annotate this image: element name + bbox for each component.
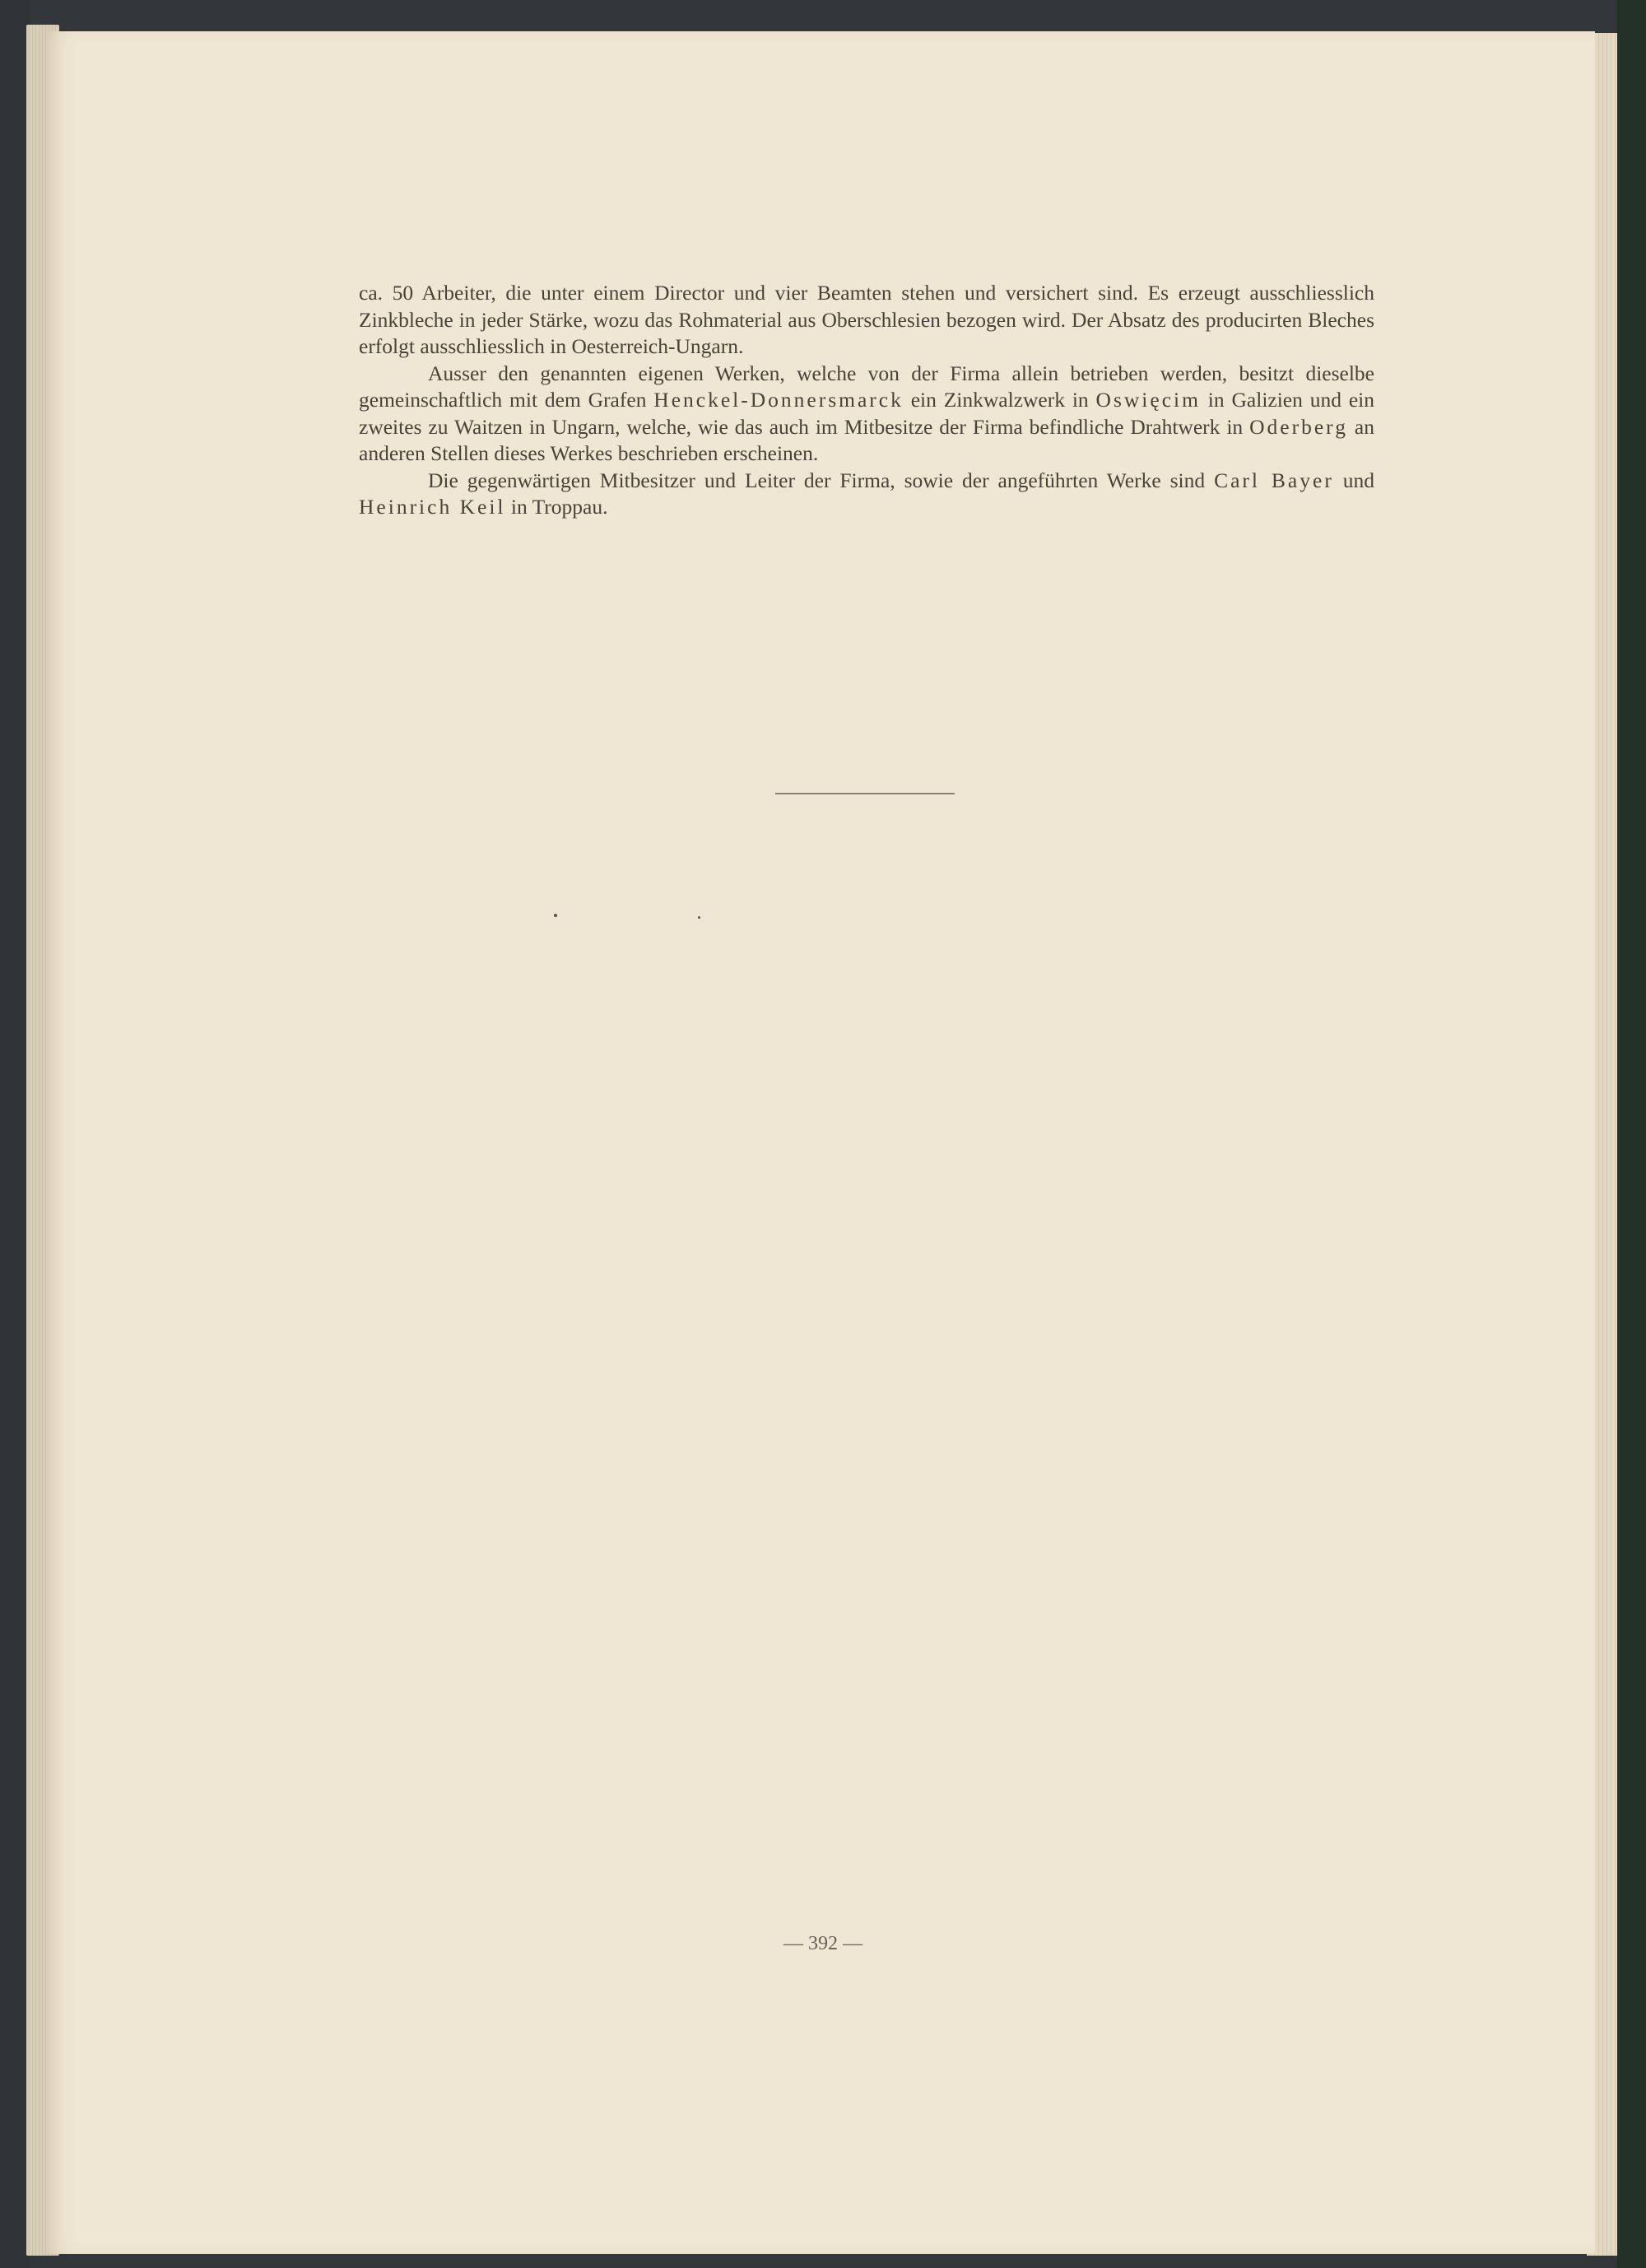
- paragraph-2: [359, 361, 1374, 468]
- place-oderberg: Oderberg: [1249, 414, 1348, 439]
- section-divider-rule: [775, 793, 955, 794]
- paragraph-2-text-g: an anderen Stellen dieses Werkes beschrieben erscheinen.: [359, 414, 1374, 465]
- name-carl-bayer: Carl Bayer: [1214, 468, 1334, 492]
- paragraph-2-text-e: in Galizien und ein zweites zu Waitzen in Ungarn, welche, wie das auch im Mitbesitze der Firma befindliche Drahtwerk in: [359, 388, 1374, 439]
- paper-speck: [698, 916, 700, 919]
- body-text: [359, 280, 1374, 521]
- paragraph-1: ca. 50 Arbeiter, die unter einem Director und vier Beamten stehen und versichert sind. Es erzeugt ausschliesslich Zinkbleche in jeder Stärke, wozu das Rohmaterial aus Oberschlesien bezogen wird. Der Absatz des producirten Bleches erfolgt ausschliesslich in Oesterreich-Ungarn.: [359, 281, 1374, 358]
- name-heinrich-keil: Heinrich Keil: [359, 495, 506, 519]
- paper-speck: [554, 914, 557, 917]
- paragraph-3: [359, 468, 1374, 521]
- book-cover-right: [1617, 0, 1646, 2268]
- place-oswiecim: Oswięcim: [1095, 388, 1201, 412]
- paragraph-2-text-c: ein Zinkwalzwerk in: [903, 388, 1096, 412]
- paragraph-3-text-c: und: [1333, 468, 1375, 492]
- page-number: — 392 —: [783, 1933, 863, 1954]
- scan-background-left: [0, 0, 30, 2268]
- paragraph-3-text-e: in Troppau.: [505, 495, 608, 519]
- paragraph-2-text-a: Ausser den genannten eigenen Werken, welche von der Firma allein betrieben werden, besitzt dieselbe gemeinschaftlich mit dem Grafen: [359, 361, 1374, 412]
- name-henckel-donnersmarck: Henckel-Donnersmarck: [653, 388, 904, 412]
- paragraph-3-text-a: Die gegenwärtigen Mitbesitzer und Leiter der Firma, sowie der angeführten Werke sind: [428, 468, 1215, 492]
